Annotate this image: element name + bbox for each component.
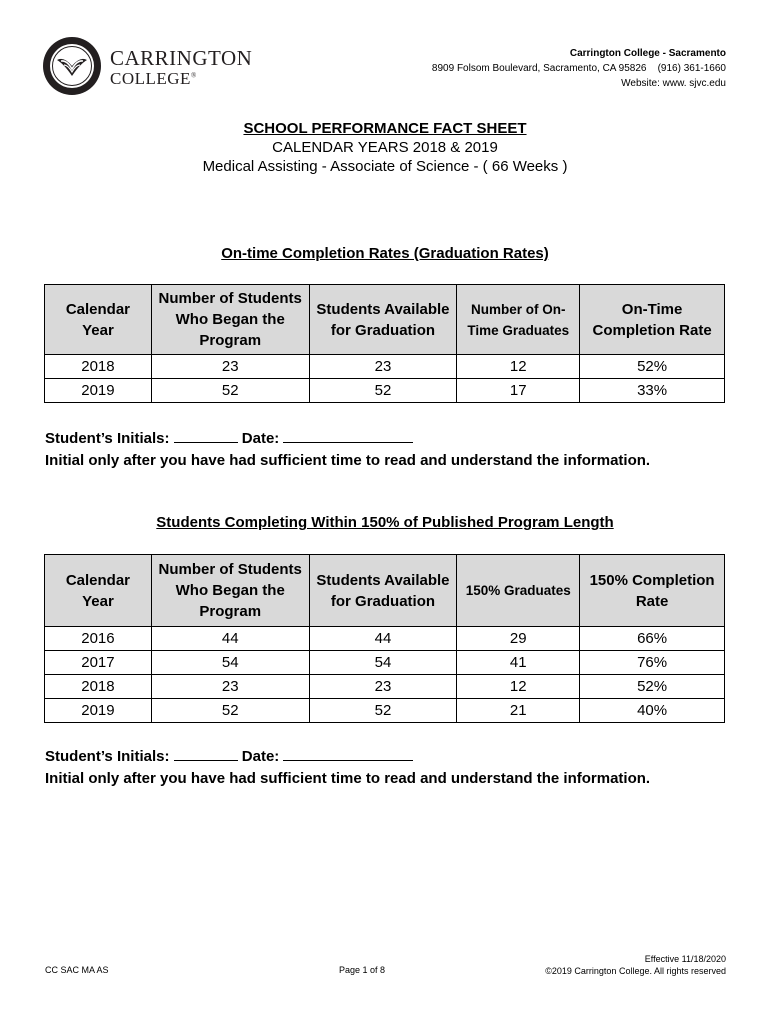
header-150-rate: 150% Completion Rate — [580, 555, 725, 627]
cell-began: 52 — [151, 699, 309, 723]
date-label: Date: — [241, 430, 280, 447]
initials-note: Initial only after you have had sufficient time to read and understand the information. — [45, 770, 651, 787]
initials-field[interactable] — [174, 429, 238, 443]
logo-wordmark-carrington: CARRINGTON — [110, 46, 253, 70]
cell-year: 2019 — [45, 379, 152, 403]
table-row — [45, 355, 725, 379]
table-row — [45, 627, 725, 651]
footer-page-number: Page 1 of 8 — [339, 965, 386, 975]
initials-line — [45, 746, 650, 768]
document-title: SCHOOL PERFORMANCE FACT SHEET — [243, 120, 527, 137]
table-row — [45, 699, 725, 723]
initials-note: Initial only after you have had sufficient time to read and understand the information. — [45, 452, 651, 469]
cell-available: 52 — [309, 699, 457, 723]
document-subtitle: CALENDAR YEARS 2018 & 2019 — [272, 139, 498, 156]
program-name: Medical Assisting - Associate of Science - ( 66 Weeks ) — [202, 158, 568, 175]
cell-began: 44 — [151, 627, 309, 651]
initials-label: Student’s Initials: — [45, 748, 170, 765]
cell-rate: 33% — [580, 379, 725, 403]
college-seal-icon — [42, 36, 102, 96]
cell-year: 2019 — [45, 699, 152, 723]
cell-rate: 76% — [580, 651, 725, 675]
footer-copyright: ©2019 Carrington College. All rights reserved — [545, 966, 726, 976]
table-row — [45, 379, 725, 403]
ontime-completion-table — [44, 284, 725, 403]
cell-began: 23 — [151, 355, 309, 379]
cell-year: 2018 — [45, 675, 152, 699]
cell-began: 23 — [151, 675, 309, 699]
cell-available: 44 — [309, 627, 457, 651]
cell-graduates: 41 — [457, 651, 580, 675]
initials-label: Student’s Initials: — [45, 430, 170, 447]
initials-block-2 — [45, 746, 650, 790]
campus-address: 8909 Folsom Boulevard, Sacramento, CA 95826 (916) 361-1660 — [431, 63, 726, 74]
date-field[interactable] — [283, 747, 413, 761]
cell-graduates: 29 — [457, 627, 580, 651]
date-field[interactable] — [283, 429, 413, 443]
college-logo — [42, 36, 282, 96]
footer-effective-block — [545, 953, 726, 977]
campus-website: Website: www. sjvc.edu — [621, 78, 726, 89]
cell-rate: 40% — [580, 699, 725, 723]
header-ontime-rate: On-Time Completion Rate — [580, 285, 725, 355]
logo-wordmark-college: COLLEGE® — [110, 69, 197, 88]
table-row — [45, 651, 725, 675]
table-row — [45, 675, 725, 699]
cell-graduates: 12 — [457, 355, 580, 379]
cell-rate: 66% — [580, 627, 725, 651]
initials-block-1 — [45, 428, 650, 472]
date-label: Date: — [241, 748, 280, 765]
cell-available: 54 — [309, 651, 457, 675]
campus-info — [432, 46, 726, 91]
cell-graduates: 21 — [457, 699, 580, 723]
table-header-row — [45, 555, 725, 627]
cell-available: 23 — [309, 675, 457, 699]
completion150-section-title: Students Completing Within 150% of Published Program Length — [156, 514, 614, 531]
header-calendar-year: Calendar Year — [45, 555, 152, 627]
header-calendar-year: Calendar Year — [45, 285, 152, 355]
cell-began: 52 — [151, 379, 309, 403]
cell-graduates: 17 — [457, 379, 580, 403]
cell-available: 23 — [309, 355, 457, 379]
document-header — [0, 120, 770, 176]
initials-field[interactable] — [174, 747, 238, 761]
cell-year: 2018 — [45, 355, 152, 379]
header-students-began: Number of Students Who Began the Program — [151, 555, 309, 627]
cell-rate: 52% — [580, 355, 725, 379]
header-ontime-graduates: Number of On-Time Graduates — [457, 285, 580, 355]
cell-graduates: 12 — [457, 675, 580, 699]
header-students-available: Students Available for Graduation — [309, 285, 457, 355]
cell-available: 52 — [309, 379, 457, 403]
header-students-began: Number of Students Who Began the Program — [151, 285, 309, 355]
ontime-section-title: On-time Completion Rates (Graduation Rates) — [221, 245, 549, 262]
completion150-table — [44, 554, 725, 723]
cell-year: 2016 — [45, 627, 152, 651]
campus-name: Carrington College - Sacramento — [569, 48, 726, 59]
footer-effective-date: Effective 11/18/2020 — [644, 954, 726, 964]
header-students-available: Students Available for Graduation — [309, 555, 457, 627]
cell-began: 54 — [151, 651, 309, 675]
footer-document-code: CC SAC MA AS — [45, 965, 109, 975]
table-header-row — [45, 285, 725, 355]
initials-line — [45, 428, 650, 450]
cell-year: 2017 — [45, 651, 152, 675]
cell-rate: 52% — [580, 675, 725, 699]
header-150-graduates: 150% Graduates — [457, 555, 580, 627]
